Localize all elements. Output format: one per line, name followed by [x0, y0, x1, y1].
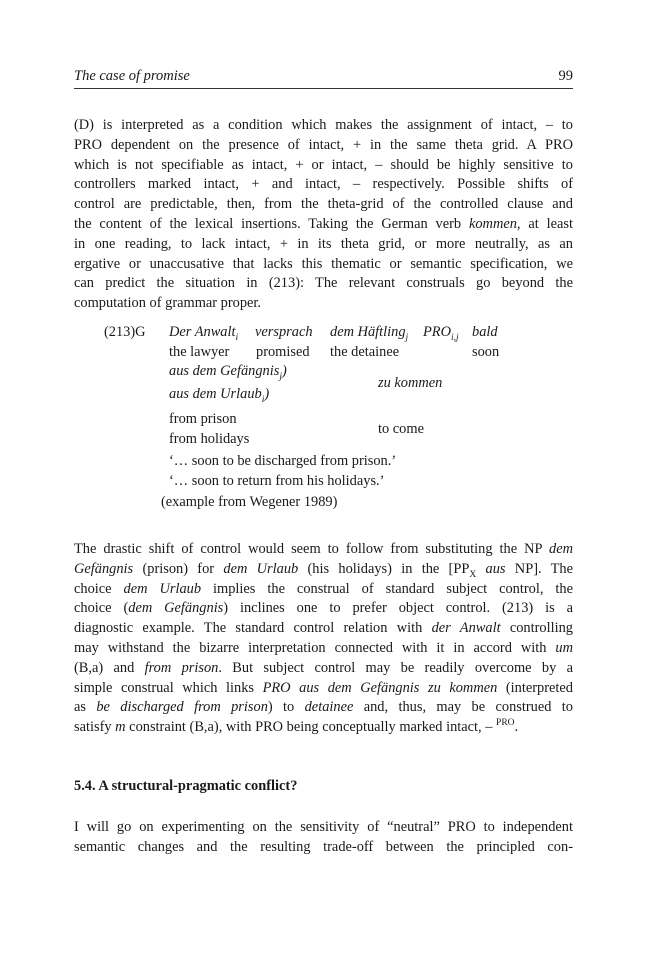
text-line: simple construal which links PRO aus dem Gefängnis zu kommen (interpreted — [74, 679, 573, 696]
free-translation: ‘… soon to return from his holidays.’ — [169, 473, 385, 489]
text-line: (B,a) and from prison. But subject control may be readily overcome by a — [74, 659, 573, 676]
text-line: semantic changes and the resulting trade-off between the principled con- — [74, 838, 573, 855]
text-line: satisfy m constraint (B,a), with PRO being conceptually marked intact, – $^{PRO}$. — [74, 718, 519, 736]
gloss-word: $PRO_{i,j}$ — [423, 324, 459, 343]
text-line: control are predictable, then, from the theta-grid of the controlled clause and — [74, 196, 573, 213]
alternative-translation: from prison — [169, 411, 237, 427]
example-label: (213)G — [104, 324, 146, 340]
text-line: which is not specifiable as intact, + or intact, – should be highly sensitive to — [74, 156, 573, 173]
text-line: diagnostic example. The standard control relation with der Anwalt controlling — [74, 620, 574, 637]
text-line: (D) is interpreted as a condition which makes the assignment of intact, – to — [74, 117, 573, 133]
text-line: Gefängnis (prison) for dem Urlaub (his holidays) in the [$PP_X$ aus NP]. The — [74, 560, 573, 580]
text-line: can predict the situation in (213): The relevant construals go beyond the — [74, 275, 573, 292]
paragraph-2 — [74, 540, 573, 738]
alternative-phrase: aus dem Gefängnis$_j$) — [169, 363, 287, 382]
text-line: choice (dem Gefängnis) inclines one to prefer object control. (213) is a — [74, 600, 573, 617]
text-line: in one reading, to lack intact, + in its theta grid, or more neutrally, as an — [74, 235, 573, 252]
text-line: choice dem Urlaub implies the construal of standard subject control, the — [74, 580, 573, 597]
paragraph-3 — [74, 818, 573, 858]
gloss-word: dem Häftling$_j$ — [330, 324, 409, 343]
translation-word: promised — [256, 344, 310, 360]
kommen-term: kommen — [468, 215, 517, 232]
alternative-translation: from holidays — [169, 431, 250, 447]
text-line: may withstand the bizarre interpretation connected with it in accord with um — [74, 639, 573, 656]
zu-kommen: zu kommen — [378, 375, 443, 391]
gloss-word: versprach — [255, 324, 313, 340]
gloss-word: Der Anwalt$_i$ — [169, 324, 239, 343]
running-header — [74, 66, 573, 89]
free-translation: ‘… soon to be discharged from prison.’ — [169, 453, 397, 469]
text-line: controllers marked intact, + and intact, – respectively. Possible shifts of — [74, 176, 573, 193]
text-line: I will go on experimenting on the sensitivity of “neutral” PRO to independent — [74, 819, 573, 835]
text-line: ergative or unaccusative that lacks this thematic or semantic specification, we — [74, 255, 573, 272]
text-line: The drastic shift of control would seem to follow from substituting the NP dem — [74, 541, 573, 557]
to-come: to come — [378, 421, 424, 437]
paragraph-1 — [74, 116, 573, 314]
page-number: 99 — [558, 68, 573, 84]
running-title: The case of promise — [74, 68, 190, 84]
translation-word: the detainee — [330, 344, 400, 360]
text-line: the content of the lexical insertions. Taking the German verb kommen, at least — [74, 215, 573, 232]
example-source: (example from Wegener 1989) — [161, 494, 338, 510]
text-line: as be discharged from prison) to detainee and, thus, may be construed to — [74, 699, 573, 716]
gloss-word: bald — [472, 324, 498, 340]
text-line: PRO dependent on the presence of intact, + in the same theta grid. A PRO — [74, 136, 573, 153]
translation-word: soon — [472, 344, 500, 360]
translation-word: the lawyer — [169, 344, 230, 360]
section-heading: 5.4. A structural-pragmatic conflict? — [74, 778, 298, 794]
text-line: computation of grammar proper. — [74, 295, 262, 312]
alternative-phrase: aus dem Urlaub$_i$) — [169, 386, 270, 405]
